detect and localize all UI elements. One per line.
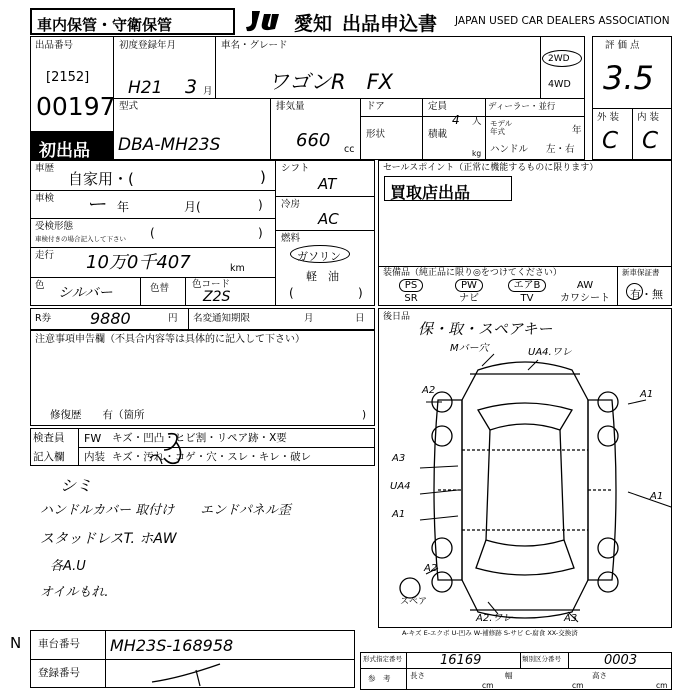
lot-number: 00197: [36, 92, 116, 121]
chassis-label: 車台番号: [38, 638, 80, 650]
height-unit: cm: [656, 681, 668, 690]
damage-mark: A2: [422, 385, 436, 396]
engine-value: 660: [296, 130, 331, 151]
sales-point-stamp: [384, 176, 512, 201]
type-label: 型式: [119, 101, 139, 112]
registration-label: 初度登録年月: [119, 40, 177, 51]
damage-mark: A3: [564, 613, 578, 624]
notice-label: 名変通知期限: [193, 313, 251, 324]
mileage-label: 走行: [35, 250, 55, 261]
equipment-item: [440, 279, 498, 292]
ju-logo: [244, 8, 292, 34]
inspection-label: 車検: [35, 193, 55, 204]
storage-tag-text: 車内保管・守衛保管: [37, 16, 173, 34]
model-spec-value: 16169: [440, 653, 482, 668]
handwritten-notes: [40, 478, 370, 608]
new-warranty-label: 新車保証書: [622, 268, 660, 277]
registration-year: H21: [128, 78, 163, 98]
type-value: DBA-MH23S: [118, 135, 221, 155]
equipment-item: [382, 279, 440, 292]
rear-label: 後日品: [383, 312, 411, 322]
chassis-note-mark: N: [10, 634, 22, 652]
handwritten-note: 各A.U: [50, 559, 86, 574]
diagram-marks: [378, 340, 672, 630]
fuel-gasoline: ガソリン: [297, 250, 341, 263]
model-value: ワゴンR FX: [268, 70, 394, 94]
color-code-label: 色コード: [192, 279, 231, 290]
interior-label: 内 装: [637, 112, 660, 123]
equipment-label: 装備品（純正品に限り◎をつけてください）: [383, 268, 562, 278]
plate-label: 登録番号: [38, 667, 80, 679]
chassis-value: MH23S-168958: [110, 636, 234, 655]
model-spec-label: 形式指定番号: [363, 655, 402, 663]
inspection-month-unit: 月(: [184, 200, 201, 214]
dealer-model-year: モデル 年式: [490, 119, 513, 137]
color-code-value: Z2S: [203, 289, 231, 305]
shape-label: 形状: [366, 129, 386, 140]
fuel-close: ): [358, 286, 363, 300]
model-label: 車名・グレード: [221, 40, 288, 51]
drive-2wd: [542, 50, 582, 67]
listing-number-label: 出品番号: [35, 40, 74, 51]
storage-tag: [30, 8, 235, 35]
length-unit: cm: [482, 681, 494, 690]
capacity-value: 4: [452, 113, 460, 127]
color-change-label: 色替: [150, 283, 170, 294]
mileage-value: 10万0千407: [86, 252, 191, 273]
rear-value: 保・取・スペアキー: [418, 320, 553, 338]
ac-label: 冷房: [281, 199, 301, 210]
shift-value: AT: [318, 175, 337, 193]
equipment-grid: [382, 279, 614, 305]
sales-point-label: セールスポイント（正常に機能するものに限ります）: [383, 163, 599, 173]
handle-value: 左・右: [546, 144, 575, 155]
equipment-item-label: PW: [455, 279, 483, 292]
exterior-grade: C: [602, 128, 619, 154]
equipment-item: [556, 279, 614, 292]
length-label: 長さ: [410, 671, 425, 680]
usage-close: ): [260, 168, 266, 186]
registration-month: 3: [185, 76, 198, 98]
class-label: 類別区分番号: [522, 655, 561, 663]
handwritten-note: シミ: [60, 476, 93, 495]
damage-mark: A1: [650, 491, 664, 502]
row2-items: キズ・汚れ・コゲ・穴・スレ・キレ・破レ: [112, 451, 312, 463]
handle-label: ハンドル: [490, 144, 529, 155]
recycle-unit: 円: [168, 313, 178, 324]
drive-4wd-label: 4WD: [548, 79, 571, 90]
fuel-gasoline-circle: [290, 245, 350, 263]
engine-unit: cc: [344, 144, 355, 155]
capacity-label: 定員: [428, 101, 448, 112]
width-label: 幅: [505, 671, 513, 680]
dealer-label: ディーラー・並行: [488, 102, 556, 112]
equipment-item-label: エアB: [508, 279, 547, 292]
inspection-handwritten: ー: [86, 192, 106, 216]
engine-label: 排気量: [276, 101, 305, 112]
damage-mark: A2: [424, 563, 438, 574]
inspection-year-unit: 年: [117, 200, 130, 214]
registration-month-unit: 月: [203, 86, 213, 97]
association-name: JAPAN USED CAR DEALERS ASSOCIATION: [455, 15, 670, 27]
damage-mark: A1: [640, 389, 654, 400]
lot-code: [2152]: [46, 70, 90, 85]
recycle-value: 9880: [90, 309, 131, 328]
grade-score: 3.5: [603, 59, 654, 97]
width-unit: cm: [572, 681, 584, 690]
ref-label: 参 考: [368, 674, 391, 683]
interior-grade: C: [642, 128, 659, 154]
spare-label: スペア: [400, 597, 428, 607]
equipment-item-label: TV: [520, 293, 534, 304]
first-listing-badge: [31, 132, 113, 159]
record-label: 記入欄: [33, 451, 65, 463]
door-label: ドア: [366, 101, 385, 112]
inspection-close: ): [258, 198, 263, 212]
capacity-unit: 人: [472, 116, 482, 127]
class-value: 0003: [604, 653, 638, 668]
ac-value: AC: [318, 210, 339, 228]
damage-mark: A2.ワレ: [476, 613, 513, 624]
equipment-item-label: SR: [404, 293, 418, 304]
damage-mark: Mバー穴: [450, 343, 489, 354]
equipment-item: [498, 279, 556, 292]
equipment-item: [556, 292, 614, 305]
damage-mark: A3: [392, 453, 406, 464]
fuel-open: (: [289, 286, 294, 300]
damage-mark: A1: [392, 509, 406, 520]
handwritten-note: オイルもれ.: [40, 585, 109, 600]
equipment-item-label: ナビ: [459, 293, 479, 304]
logo-text: 愛知: [294, 13, 333, 35]
fuel-label: 燃料: [281, 233, 301, 244]
grade-label: 評 価 点: [605, 40, 640, 51]
notice-day: 日: [355, 313, 365, 324]
height-label: 高さ: [592, 671, 607, 680]
color-value: シルバー: [58, 285, 113, 301]
recycle-label: R券: [35, 313, 52, 324]
equipment-item: [498, 292, 556, 305]
shift-label: シフト: [281, 163, 310, 174]
load-unit: kg: [472, 149, 482, 158]
equipment-item: [440, 292, 498, 305]
first-listing-text: 初出品: [39, 141, 90, 161]
plate-scribble: [150, 660, 230, 688]
exterior-label: 外 装: [597, 112, 620, 123]
form-title: 出品申込書: [342, 13, 438, 35]
mileage-unit: km: [230, 263, 245, 274]
ju-logo-mark: [250, 13, 267, 29]
inspector-scribble: [140, 428, 200, 468]
equipment-item: [382, 292, 440, 305]
reception-open: (: [150, 226, 155, 240]
load-label: 積載: [428, 129, 448, 140]
equipment-item-label: カワシート: [560, 293, 610, 304]
dealer-year-unit: 年: [572, 125, 582, 136]
row2-head: 内装: [84, 451, 105, 463]
damage-mark: UA4: [390, 481, 411, 492]
inspector-label: 検査員: [33, 432, 65, 444]
row1-items: キズ・凹凸・ヒビ割・リペア跡・X要: [112, 432, 287, 444]
row1-head: FW: [84, 432, 102, 445]
equipment-item-label: PS: [399, 279, 423, 292]
drive-2wd-label: 2WD: [548, 54, 570, 64]
usage-label: 車歴: [35, 163, 55, 174]
equipment-item-label: AW: [576, 280, 594, 291]
reception-label: 受検形態: [35, 221, 74, 232]
repair-close: ): [362, 409, 367, 421]
repair-label: 修復歴 有（箇所: [50, 409, 145, 421]
damage-mark: UA4.ワレ: [528, 347, 572, 358]
handwritten-note: ハンドルカバー 取付け エンドパネル歪: [40, 503, 291, 518]
notes-label: 注意事項申告欄（不具合内容等は具体的に記入して下さい）: [35, 334, 305, 345]
sales-point-value: 買取店出品: [390, 183, 471, 202]
notice-month: 月: [304, 313, 314, 324]
color-label: 色: [35, 280, 45, 291]
usage-value: 自家用・(: [68, 170, 134, 188]
warranty-options: 有・無: [630, 288, 663, 301]
warranty-yes-circle: [626, 283, 643, 300]
damage-legend: A-キズ E-エクボ U-凹み W-補修跡 S-サビ C-腐食 XX-交換済: [402, 629, 578, 637]
handwritten-note: スタッドレスT. ホAW: [40, 531, 177, 547]
reception-close: ): [258, 226, 263, 240]
fuel-diesel: 軽 油: [306, 270, 339, 283]
reception-note: 車検付きの場合記入して下さい: [35, 235, 126, 243]
